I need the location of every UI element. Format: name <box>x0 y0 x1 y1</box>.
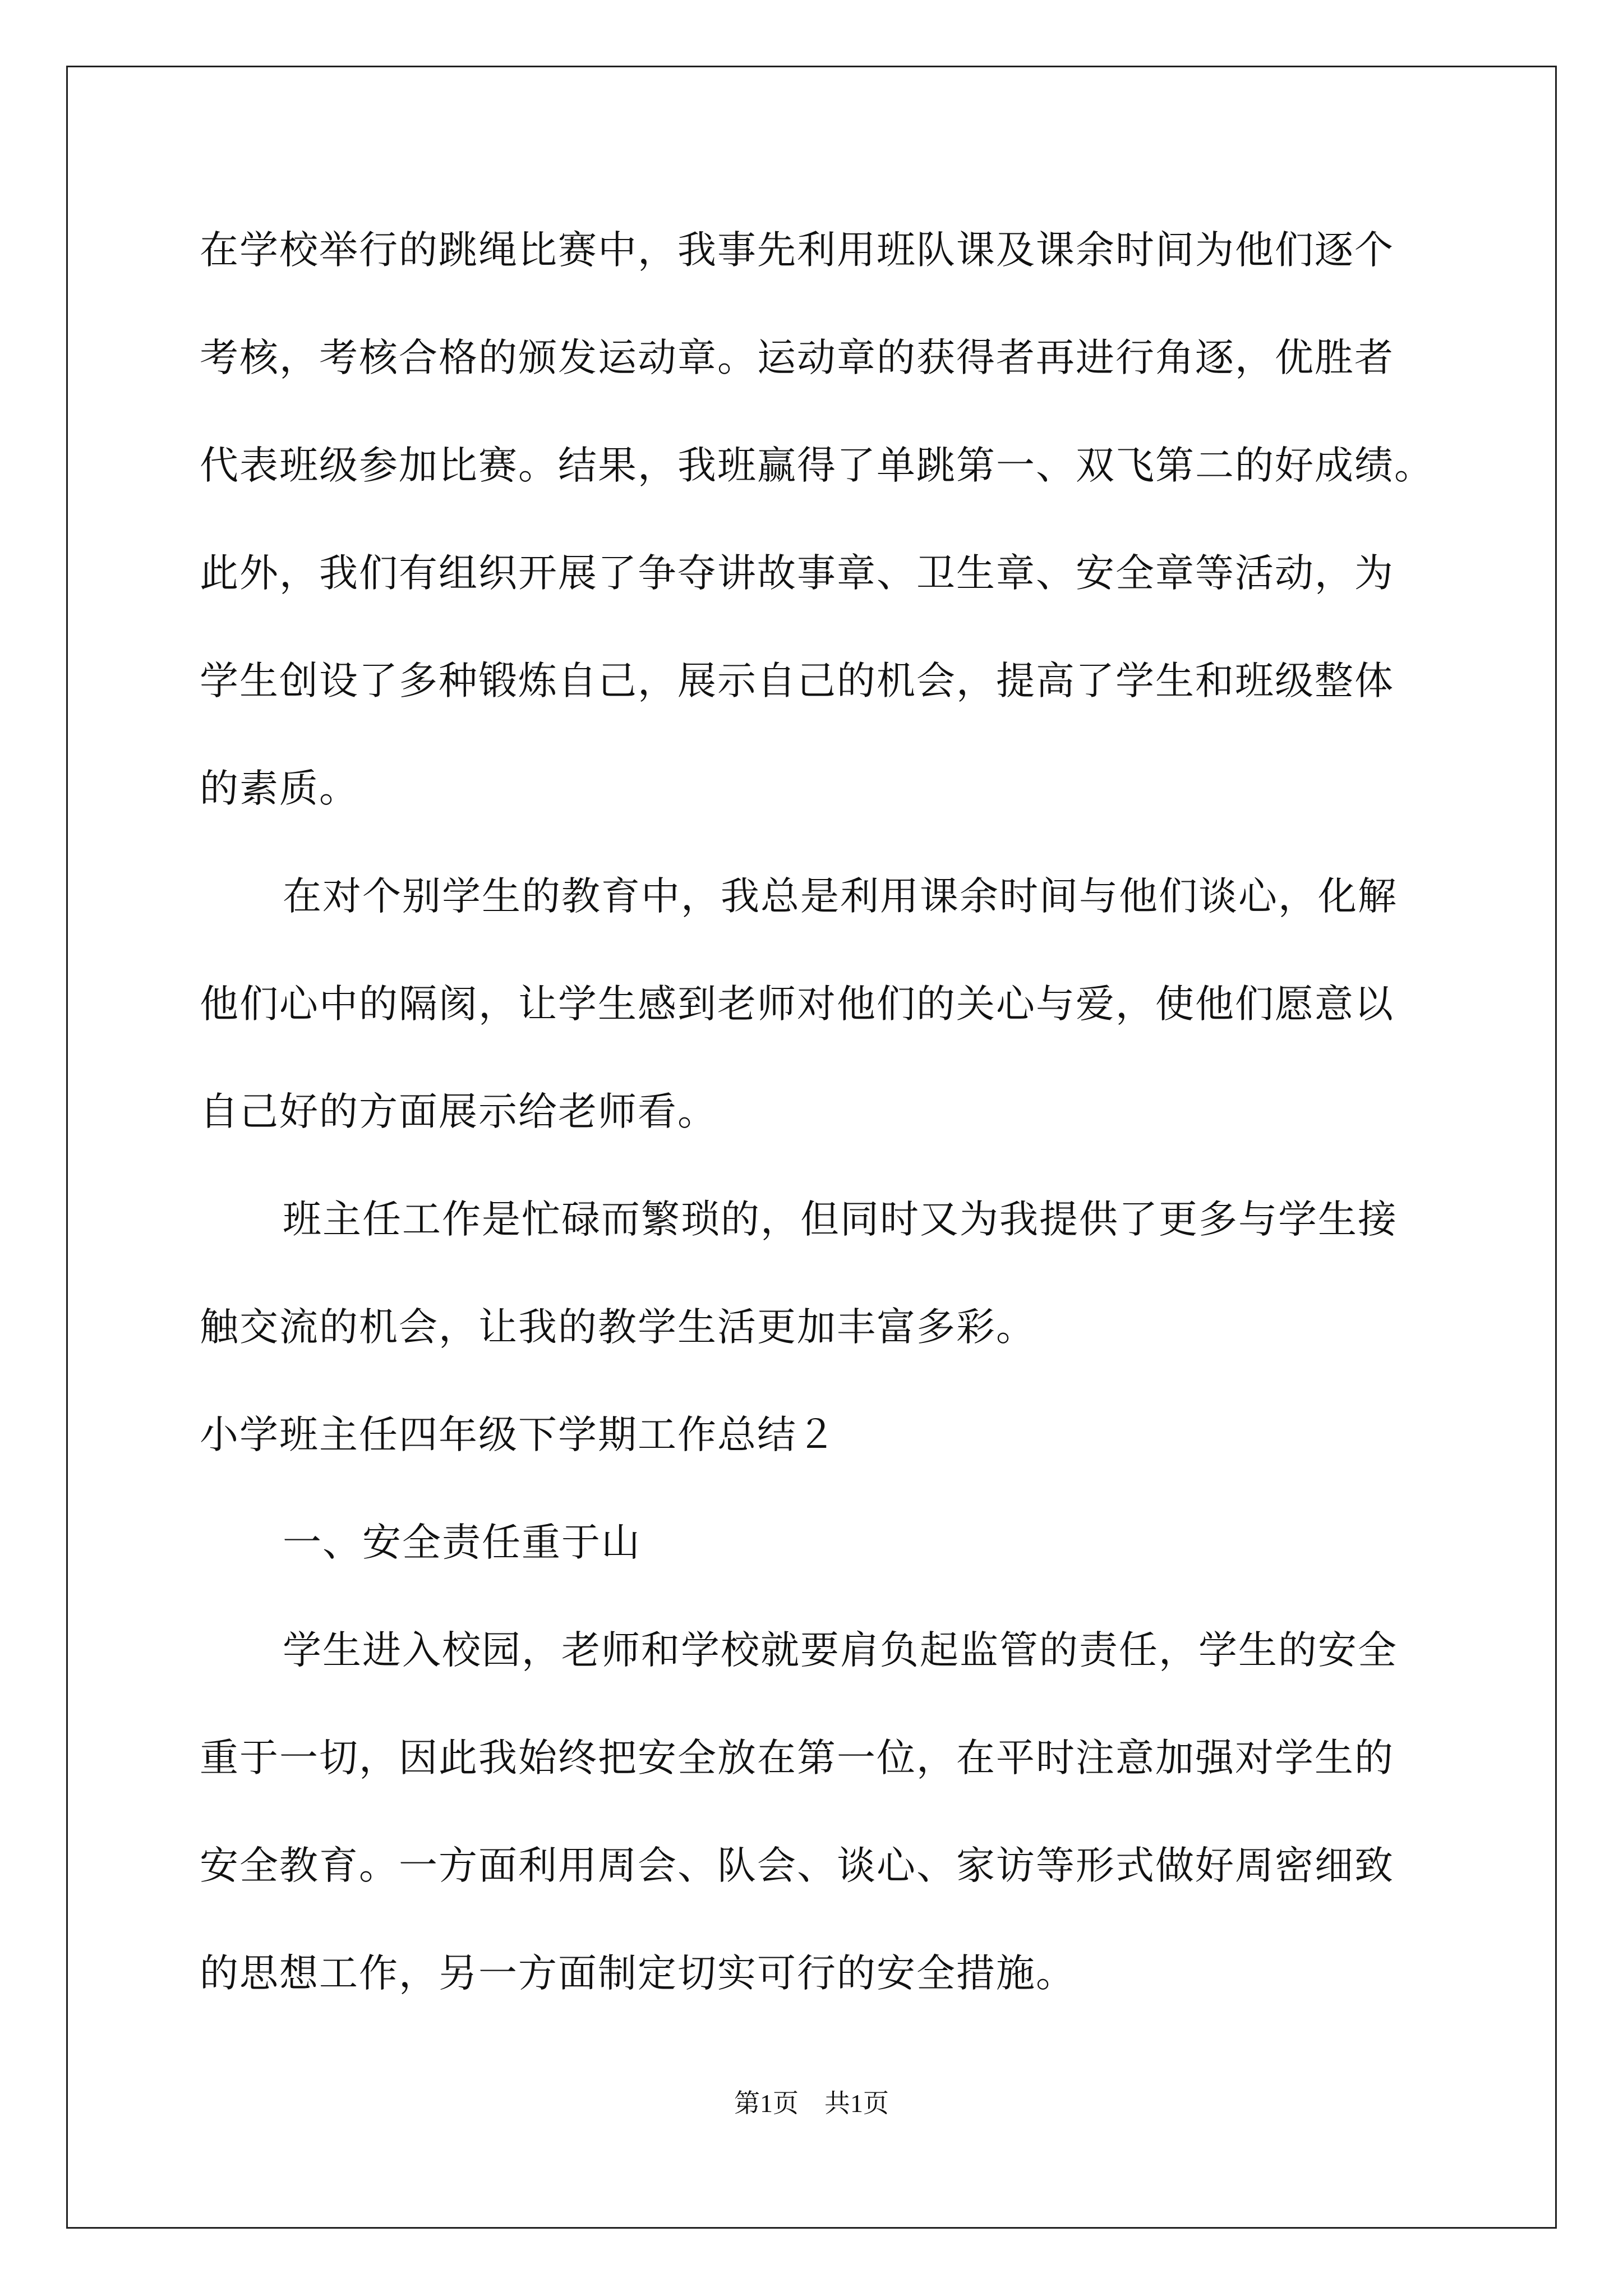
paragraph-line: 在学校举行的跳绳比赛中，我事先利用班队课及课余时间为他们逐个 <box>200 228 1394 273</box>
page-border <box>66 66 1557 2229</box>
paragraph-line: 的思想工作，另一方面制定切实可行的安全措施。 <box>200 1951 1076 1996</box>
paragraph-line: 学生创设了多种锻炼自己，展示自己的机会，提高了学生和班级整体 <box>200 659 1394 703</box>
paragraph-line: 安全教育。一方面利用周会、队会、谈心、家访等形式做好周密细致 <box>200 1843 1394 1888</box>
paragraph-line: 学生进入校园，老师和学校就要肩负起监管的责任，学生的安全 <box>283 1628 1398 1673</box>
paragraph-line: 代表班级参加比赛。结果，我班赢得了单跳第一、双飞第二的好成绩。 <box>200 443 1434 488</box>
paragraph-line: 此外，我们有组织开展了争夺讲故事章、卫生章、安全章等活动，为 <box>200 551 1394 596</box>
paragraph-line: 触交流的机会，让我的教学生活更加丰富多彩。 <box>200 1305 1036 1350</box>
paragraph-line: 班主任工作是忙碌而繁琐的，但同时又为我提供了更多与学生接 <box>283 1197 1398 1242</box>
paragraph-line: 的素质。 <box>200 766 359 811</box>
paragraph-line: 在对个别学生的教育中，我总是利用课余时间与他们谈心，化解 <box>283 874 1398 919</box>
section-heading: 一、安全责任重于山 <box>283 1520 641 1565</box>
paragraph-line: 重于一切，因此我始终把安全放在第一位，在平时注意加强对学生的 <box>200 1736 1394 1780</box>
page-footer: 第1页 共1页 <box>734 2089 889 2118</box>
paragraph-line: 自己好的方面展示给老师看。 <box>200 1089 717 1134</box>
paragraph-line: 考核，考核合格的颁发运动章。运动章的获得者再进行角逐，优胜者 <box>200 335 1394 380</box>
paragraph-line: 他们心中的隔阂，让学生感到老师对他们的关心与爱，使他们愿意以 <box>200 982 1394 1027</box>
section-title: 小学班主任四年级下学期工作总结２ <box>200 1412 837 1457</box>
